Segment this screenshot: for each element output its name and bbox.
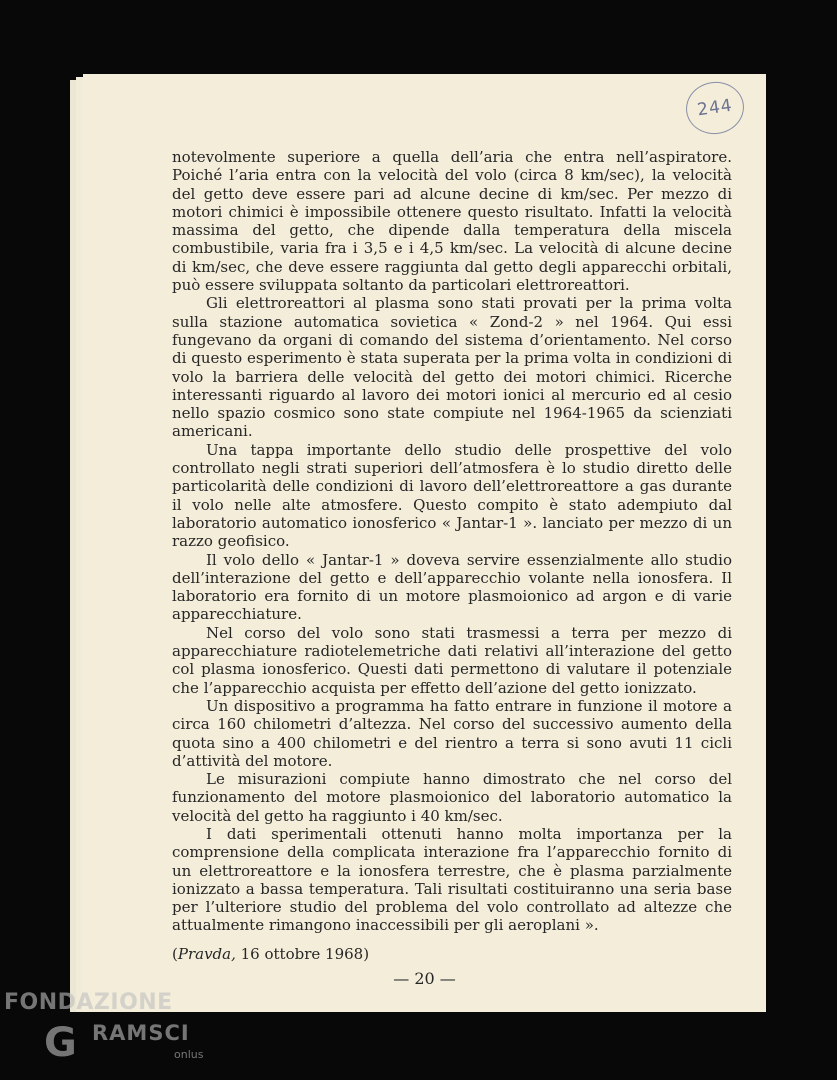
paragraph: Nel corso del volo sono stati trasmessi a terra per mezzo di apparecchiature radiotelemetriche dati relativi all’interazione del getto col plasma ionosferico. Questi dati permettono di valutare il potenziale che l’apparecchio acquista per effetto dell’azione del getto ionizzato. [172, 623, 732, 697]
source-citation: (Pravda, 16 ottobre 1968) [172, 944, 370, 963]
paragraph: notevolmente superiore a quella dell’aria che entra nell’aspiratore. Poiché l’aria entra con la velocità del volo (circa 8 km/sec), la velocità del getto deve essere pari ad alcune decine di km/sec. Per mezzo di motori chimici è impossibile ottenere questo risultato. Infatti la velocità massima del getto, che dipende dalla temperatura della miscela combustibile, varia fra i 3,5 e i 4,5 km/sec. La velocità di alcune decine di km/sec, che deve essere raggiunta dal getto degli apparecchi orbitali, può essere sviluppata soltanto da particolari elettroreattori. [172, 148, 732, 295]
foundation-watermark [4, 990, 214, 1075]
paragraph: Una tappa importante dello studio delle prospettive del volo controllato negli strati superiori dell’atmosfera è lo studio diretto delle particolarità delle condizioni di lavoro dell’elettroreattore a gas durante il volo nelle alte atmosfere. Questo compito è stato adempiuto dal laboratorio automatico ionosferico « Jantar-1 ». lanciato per mezzo di un razzo geofisico. [172, 440, 732, 551]
source-date: 16 ottobre 1968 [240, 944, 364, 963]
document-page [83, 74, 766, 1012]
watermark-line1: FONDAZIONE [4, 990, 173, 1015]
paragraph: I dati sperimentali ottenuti hanno molta importanza per la comprensione della complicata interazione fra l’apparecchio fornito di un elettroreattore e la ionosfera terrestre, che è plasma parzialmente ionizzato a bassa temperatura. Tali risultati costituiranno una seria base per l’ulteriore studio del problema del volo controllato ad altezze che attualmente rimangono inaccessibili per gli aeroplani ». [172, 824, 732, 935]
paragraph: Gli elettroreattori al plasma sono stati provati per la prima volta sulla stazione automatica sovietica « Zond-2 » nel 1964. Qui essi fungevano da organi di comando del sistema d’orientamento. Nel corso di questo esperimento è stata superata per la prima volta in condizioni di volo la barriera delle velocità del getto dei motori chimici. Ricerche interessanti riguardo al lavoro dei motori ionici al mercurio ed al cesio nello spazio cosmico sono state compiute nel 1964-1965 da scienziati americani. [172, 294, 732, 441]
page-number: — 20 — [393, 969, 456, 988]
watermark-sub: onlus [174, 1048, 204, 1061]
body-text [172, 148, 732, 963]
paragraph: Un dispositivo a programma ha fatto entrare in funzione il motore a circa 160 chilometri d’altezza. Nel corso del successivo aumento della quota sino a 400 chilometri e del rientro a terra si sono avuti 11 cicli d’attività del motore. [172, 696, 732, 770]
paragraph: Il volo dello « Jantar-1 » doveva servire essenzialmente allo studio dell’interazione del getto e dell’apparecchio volante nella ionosfera. Il laboratorio era fornito di un motore plasmoionico ad argon e di varie apparecchiature. [172, 550, 732, 624]
archive-number-stamp: 244 [683, 78, 748, 138]
paragraph: Le misurazioni compiute hanno dimostrato che nel corso del funzionamento del motore plasmoionico del laboratorio automatico la velocità del getto ha raggiunto i 40 km/sec. [172, 770, 732, 825]
source-publication: Pravda, [177, 944, 236, 963]
watermark-logo-mark: G [44, 1020, 77, 1066]
watermark-line2: RAMSCI [92, 1021, 190, 1045]
